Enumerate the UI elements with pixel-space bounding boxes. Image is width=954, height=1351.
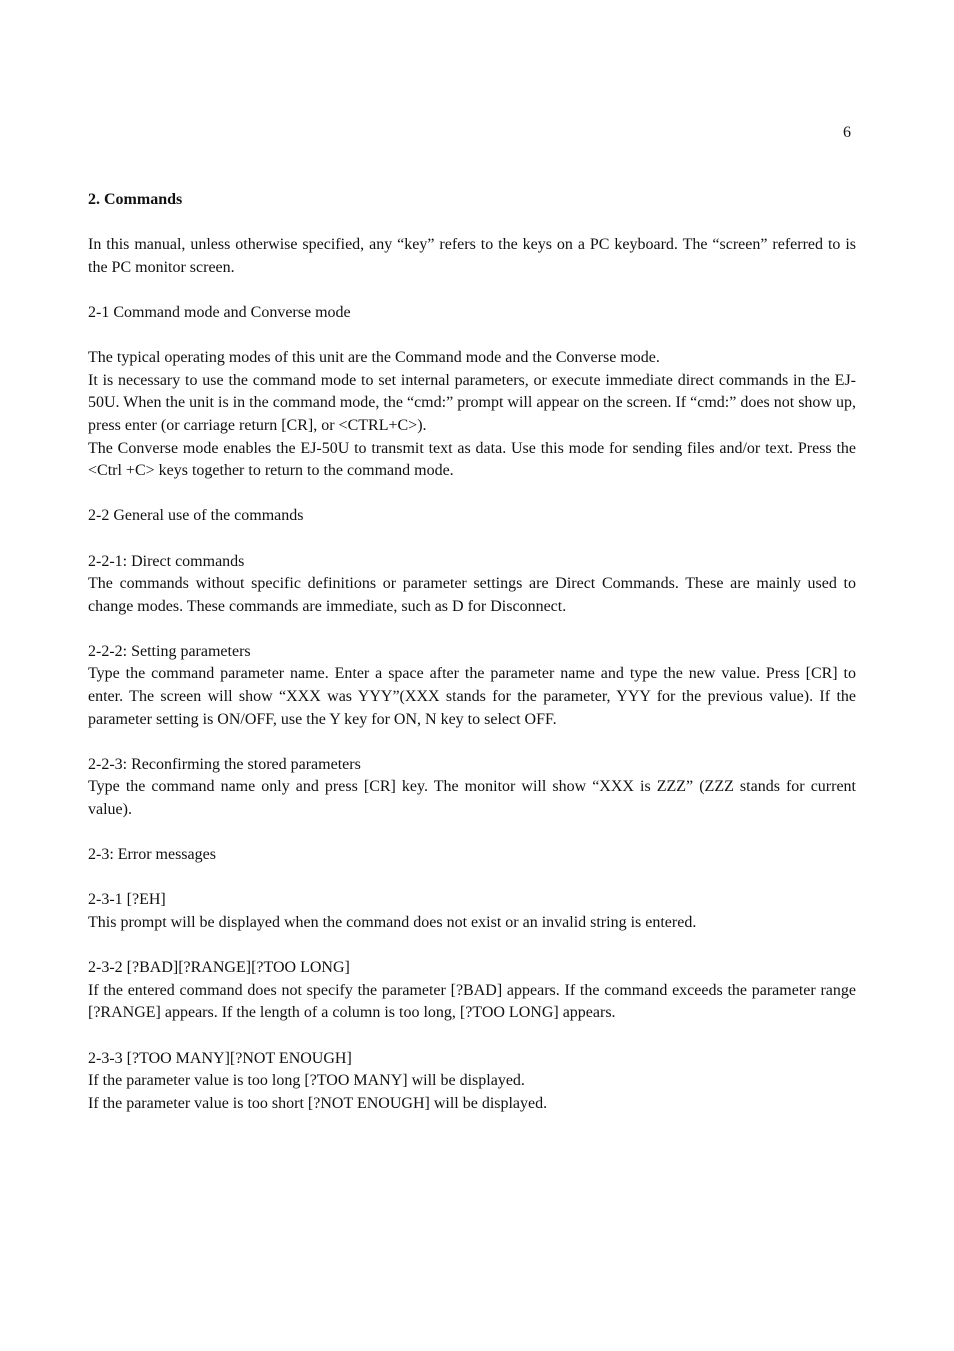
intro-paragraph: In this manual, unless otherwise specified, any “key” refers to the keys on a PC keyboard. The “screen” referred to is the PC monitor screen. (88, 236, 856, 276)
section-title: 2. Commands (88, 191, 183, 208)
document-body (88, 189, 856, 1115)
paragraph-2-3-1: This prompt will be displayed when the command does not exist or an invalid string is entered. (88, 914, 697, 931)
subsection-title-2-3: 2-3: Error messages (88, 846, 216, 864)
subsection-title-2-2-3: 2-2-3: Reconfirming the stored parameters (88, 755, 361, 773)
subsection-title-2-2: 2-2 General use of the commands (88, 507, 304, 525)
page-number: 6 (843, 124, 851, 141)
paragraph-2-1-converse-mode: The Converse mode enables the EJ-50U to transmit text as data. Use this mode for sending files and/or text. Press the <Ctrl +C> keys together to return to the command mode. (88, 439, 856, 480)
paragraph-2-3-3-not-enough: If the parameter value is too short [?NOT ENOUGH] will be displayed. (88, 1094, 548, 1112)
subsection-title-2-2-1: 2-2-1: Direct commands (88, 552, 245, 570)
subsection-title-2-3-1: 2-3-1 [?EH] (88, 891, 166, 909)
paragraph-2-2-1: The commands without specific definitions or parameter settings are Direct Commands. These are mainly used to change modes. These commands are immediate, such as D for Disconnect. (88, 575, 856, 615)
paragraph-2-2-2: Type the command parameter name. Enter a space after the parameter name and type the new value. Press [CR] to enter. The screen will show “XXX was YYY”(XXX stands for the parameter, YYY for the previous value). If the parameter setting is ON/OFF, use the Y key for ON, N key to select OFF. (88, 665, 856, 728)
subsection-title-2-3-3: 2-3-3 [?TOO MANY][?NOT ENOUGH] (88, 1049, 352, 1067)
subsection-title-2-2-2: 2-2-2: Setting parameters (88, 642, 251, 660)
paragraph-2-3-2: If the entered command does not specify the parameter [?BAD] appears. If the command exceeds the parameter range [?RANGE] appears. If the length of a column is too long, [?TOO LONG] appears. (88, 981, 856, 1022)
paragraph-2-1-modes: The typical operating modes of this unit are the Command mode and the Converse mode. (88, 349, 660, 367)
paragraph-2-1-command-mode: It is necessary to use the command mode to set internal parameters, or execute immediate direct commands in the EJ-50U. When the unit is in the command mode, the “cmd:” prompt will appear on the screen. If “cmd:” does not show up, press enter (or carriage return [CR], or <CTRL+C>). (88, 371, 856, 434)
subsection-title-2-1: 2-1 Command mode and Converse mode (88, 303, 351, 321)
paragraph-2-2-3: Type the command name only and press [CR] key. The monitor will show “XXX is ZZZ” (ZZZ stands for current value). (88, 778, 856, 819)
subsection-title-2-3-2: 2-3-2 [?BAD][?RANGE][?TOO LONG] (88, 959, 350, 977)
paragraph-2-3-3-too-many: If the parameter value is too long [?TOO MANY] will be displayed. (88, 1072, 525, 1090)
